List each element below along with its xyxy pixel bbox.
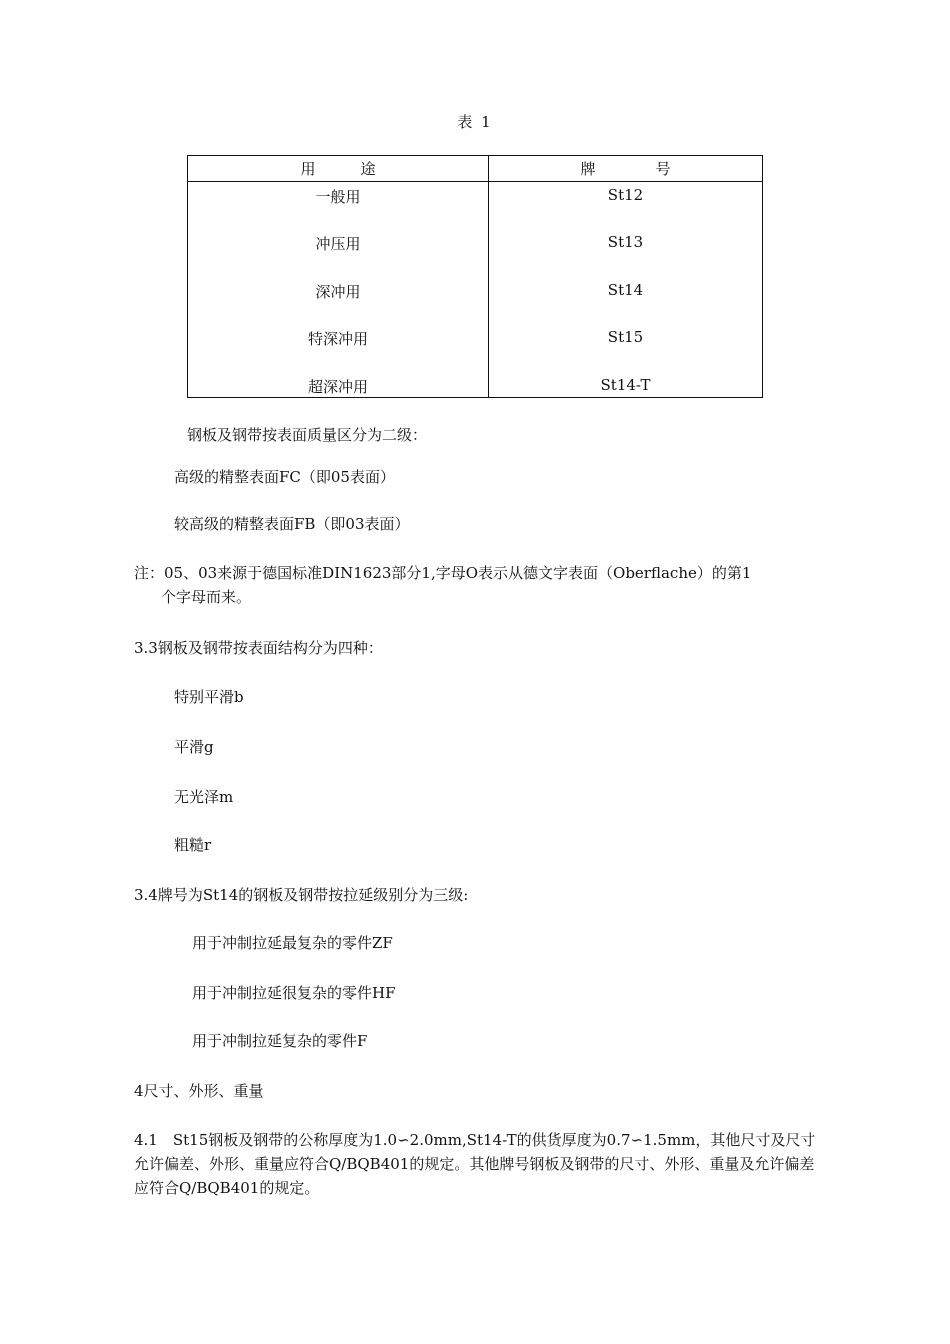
header-usage: 用 途 — [188, 156, 489, 182]
grade-cell: St13 — [607, 233, 644, 251]
table-caption: 表 1 — [457, 113, 493, 131]
section-3-3-title: 3.3钢板及钢带按表面结构分为四种： — [134, 639, 383, 657]
section-4-title: 4尺寸、外形、重量 — [134, 1082, 264, 1100]
table-row — [188, 182, 763, 230]
surface-quality-intro: 钢板及钢带按表面质量区分为二级： — [187, 426, 428, 444]
surface-quality-item: 较高级的精整表面FB（即03表面） — [174, 515, 410, 533]
surface-structure-item: 粗糙r — [174, 836, 212, 854]
surface-structure-item: 特别平滑b — [174, 688, 244, 706]
grade-cell: St14-T — [600, 375, 651, 394]
usage-cell: 冲压用 — [188, 229, 489, 277]
grade-cell: St12 — [607, 186, 644, 204]
table-row — [188, 277, 763, 325]
surface-structure-item: 平滑g — [174, 738, 214, 756]
drawing-grade-item: 用于冲制拉延很复杂的零件HF — [192, 984, 396, 1002]
grade-table — [187, 155, 763, 398]
header-grade: 牌 号 — [489, 156, 763, 182]
usage-cell: 特深冲用 — [188, 324, 489, 372]
table-header-row — [188, 156, 763, 182]
surface-quality-item: 高级的精整表面FC（即05表面） — [174, 468, 395, 486]
usage-cell: 深冲用 — [188, 277, 489, 325]
note-line-2: 个字母而来。 — [161, 588, 252, 606]
usage-cell: 超深冲用 — [188, 372, 489, 398]
note — [134, 561, 824, 609]
drawing-grade-item: 用于冲制拉延最复杂的零件ZF — [192, 934, 393, 952]
section-3-4-title: 3.4牌号为St14的钢板及钢带按拉延级别分为三级: — [134, 886, 469, 904]
grade-cell: St14 — [607, 280, 644, 299]
table-row — [188, 372, 763, 398]
drawing-grade-item: 用于冲制拉延复杂的零件F — [192, 1032, 368, 1050]
table-row — [188, 229, 763, 277]
note-line-1: 注：05、03来源于德国标准DIN1623部分1,字母O表示从德文字表面（Oberflache）的第1 — [134, 564, 752, 582]
paragraph-4-1: 4.1 St15钢板及钢带的公称厚度为1.0∽2.0mm,St14-T的供货厚度为0.7∽1.5mm，其他尺寸及尺寸允许偏差、外形、重量应符合Q/BQB401的规定。其他牌号钢板及钢带的尺寸、外形、重量及允许偏差应符合Q/BQB401的规定。 — [134, 1131, 816, 1197]
table-row — [188, 324, 763, 372]
usage-cell: 一般用 — [188, 182, 489, 230]
grade-cell: St15 — [607, 328, 644, 346]
surface-structure-item: 无光泽m — [174, 788, 234, 806]
